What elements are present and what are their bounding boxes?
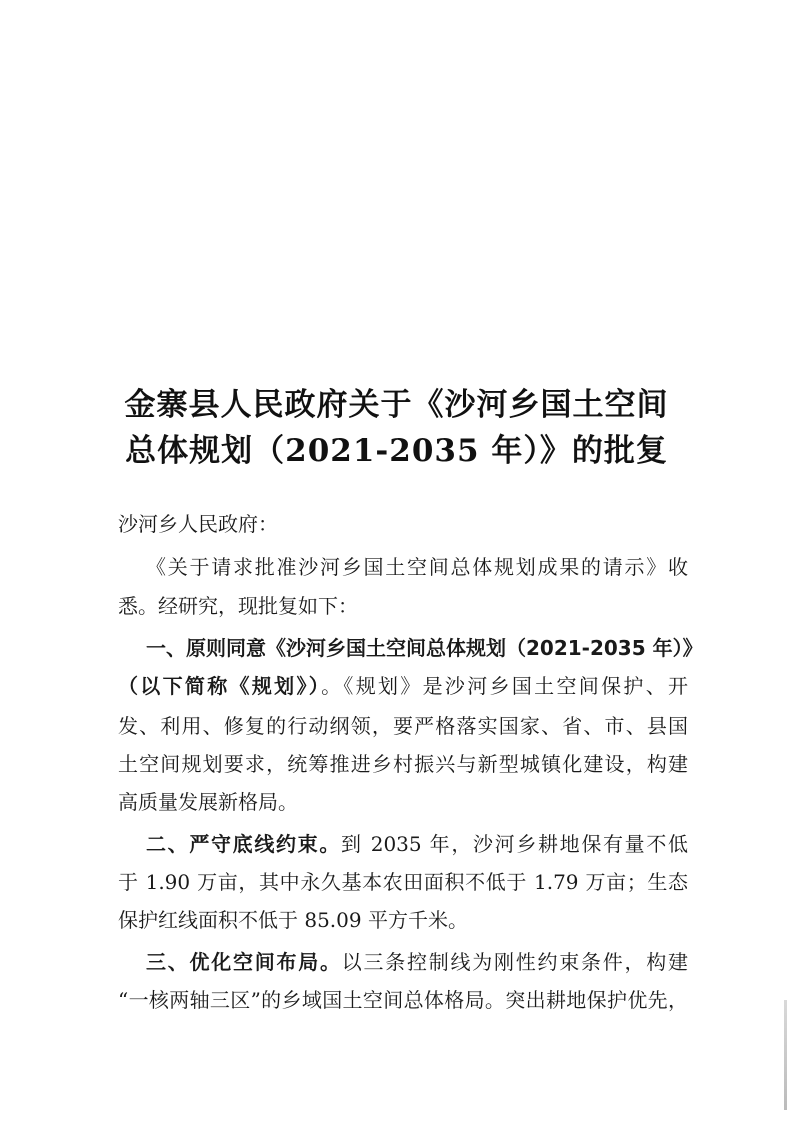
paragraph-2-line-5: 高质量发展新格局。	[118, 790, 298, 814]
paragraph-2-line-4: 土空间规划要求，统筹推进乡村振兴与新型城镇化建设，构建	[118, 752, 688, 776]
paragraph-4-line-2: “一核两轴三区”的乡域国土空间总体格局。突出耕地保护优先，	[118, 988, 688, 1012]
salutation: 沙河乡人民政府：	[118, 512, 278, 536]
paragraph-2-line-2	[118, 672, 688, 700]
document-title-line-1: 金寨县人民政府关于《沙河乡国土空间	[124, 387, 669, 423]
paragraph-2-line-3: 发、利用、修复的行动纲领，要严格落实国家、省、市、县国	[118, 714, 688, 738]
paragraph-2-line-2-text: 。《规划》是沙河乡国土空间保护、开	[321, 674, 689, 698]
paragraph-1-line-2: 悉。经研究，现批复如下：	[118, 594, 358, 618]
paragraph-3-line-1-text: 到 2035 年，沙河乡耕地保有量不低	[341, 832, 689, 856]
paragraph-4-line-1	[146, 948, 688, 976]
section-2-heading: 二、严守底线约束。	[146, 832, 342, 856]
abbreviation-note: （以下简称《规划》）	[118, 674, 322, 698]
document-title-line-2: 总体规划（2021-2035 年）》的批复	[125, 433, 668, 469]
section-3-heading: 三、优化空间布局。	[146, 950, 342, 974]
paragraph-3-line-1	[146, 830, 688, 858]
section-1-heading: 一、原则同意《沙河乡国土空间总体规划（2021-2035 年）》	[146, 636, 703, 660]
paragraph-2-line-1	[146, 634, 703, 662]
paragraph-3-line-3: 保护红线面积不低于 85.09 平方千米。	[118, 908, 468, 932]
scan-edge-shadow	[784, 1000, 787, 1110]
paragraph-1-line-1: 《关于请求批准沙河乡国土空间总体规划成果的请示》收	[146, 555, 688, 579]
paragraph-4-line-1-text: 以三条控制线为刚性约束条件，构建	[341, 950, 688, 974]
paragraph-3-line-2: 于 1.90 万亩，其中永久基本农田面积不低于 1.79 万亩；生态	[118, 870, 688, 894]
